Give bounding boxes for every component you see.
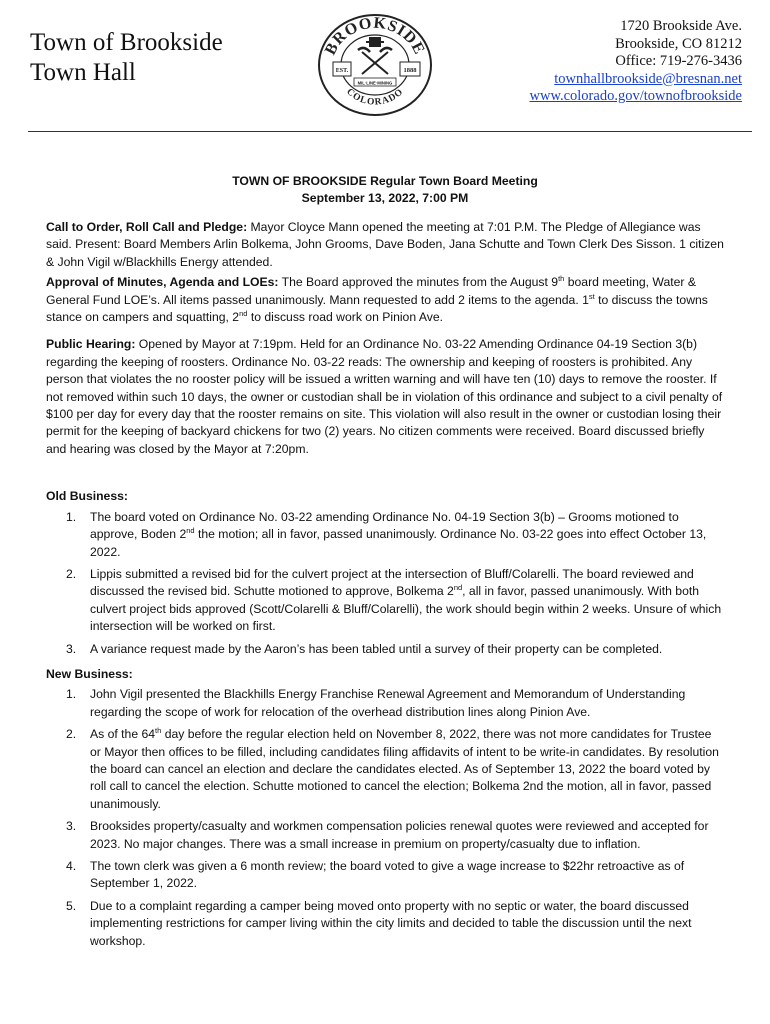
- list-item: [46, 818, 724, 853]
- list-item-number: 3.: [66, 641, 77, 656]
- list-item: [46, 686, 724, 721]
- list-item-number: 1.: [66, 687, 77, 702]
- approval-sup-b: st: [588, 291, 595, 301]
- list-item: [46, 726, 724, 813]
- call-to-order-paragraph: [46, 219, 724, 271]
- address-line2: Brookside, CO 81212: [615, 35, 742, 52]
- list-item: [46, 509, 724, 561]
- approval-sup-c: nd: [239, 308, 248, 318]
- meeting-heading: [46, 173, 724, 207]
- seal-year: 1888: [403, 67, 417, 74]
- seal-banner: MIL·LINE·MINING: [357, 80, 393, 86]
- list-item-sup: th: [155, 726, 162, 736]
- meeting-title: TOWN OF BROOKSIDE Regular Town Board Meeting: [232, 174, 538, 188]
- list-item: [46, 641, 724, 658]
- list-item-number: 4.: [66, 859, 77, 873]
- list-item: [46, 858, 724, 893]
- address-line1: 1720 Brookside Ave.: [620, 18, 742, 34]
- list-item-text: Due to a complaint regarding a camper being moved onto property with no septic or water, the board discussed implementing restrictions for camper living within the city limits and decided to table the discussion until the next workshop.: [90, 898, 692, 948]
- list-item-text: A variance request made by the Aaron’s has been tabled until a survey of their property can be completed.: [90, 641, 663, 656]
- list-item-text: The town clerk was given a 6 month review; the board voted to give a wage increase to $22hr retroactive as of September 1, 2022.: [90, 859, 685, 891]
- town-seal: [314, 12, 436, 118]
- org-name: [30, 28, 223, 88]
- svg-text:COLORADO: [344, 87, 406, 108]
- list-item: [46, 566, 724, 636]
- contact-block: [530, 18, 743, 106]
- old-business-list: [46, 509, 724, 658]
- list-item-text: Brooksides property/casualty and workmen compensation policies renewal quotes were reviewed and accepted for 2023. No major changes. There was a small increase in premium on property/casualty due to inflation.: [90, 819, 709, 851]
- public-hearing-label: Public Hearing:: [46, 337, 136, 352]
- approval-text-d: to discuss road work on Pinion Ave.: [247, 310, 443, 325]
- public-hearing-text: Opened by Mayor at 7:19pm. Held for an Ordinance No. 03-22 Amending Ordinance 04-19 Section 3(b) regarding the keeping of roosters. Ordinance No. 03-22 reads: The ownership and keeping of roosters is prohibited. Any person that violates the no rooster policy will be issued a written warning and will have ten (10) days to remove the rooster. If not removed within such 10 days, the owner or custodian shall be in violation of this ordinance and subject to a civil penalty of $100 per day for every day that the rooster remains on site. This violation will also result in the owner or custodian losing their permit for the keeping of backyard chickens for two (2) years. No citizen comments were received. Board discussed briefly and hearing was closed by the Mayor at 7:20pm.: [46, 337, 723, 456]
- minutes-body: [46, 173, 724, 955]
- org-name-line2: Town Hall: [30, 59, 136, 86]
- list-item: [46, 898, 724, 950]
- seal-est: EST.: [335, 68, 349, 74]
- list-item-text: The board voted on Ordinance No. 03-22 amending Ordinance No. 04-19 Section 3(b) – Grooms motioned to approve, Boden 2: [90, 509, 679, 542]
- seal-bottom-text: COLORADO: [344, 86, 406, 108]
- email-link[interactable]: townhallbrookside@bresnan.net: [554, 70, 742, 87]
- list-item-text: John Vigil presented the Blackhills Energy Franchise Renewal Agreement and Memorandum of Understanding regarding the scope of work for relocation of the overhead distribution lines along Pinion Ave.: [90, 687, 686, 719]
- header-divider: [28, 131, 752, 132]
- approval-text-b: board meeting, Water & General Fund LOE’s. All items passed unanimously. Mann requested to add 2 items to the agenda. 1: [46, 275, 696, 307]
- org-name-line1: Town of Brookside: [30, 29, 223, 56]
- call-to-order-label: Call to Order, Roll Call and Pledge:: [46, 220, 248, 234]
- call-to-order-text: Mayor Cloyce Mann opened the meeting at 7:01 P.M. The Pledge of Allegiance was said. Present: Board Members Arlin Bolkema, John Grooms, Dave Boden, Jana Schutte and Town Clerk Des Sisson. 1 citizen & John Vigil w/Blackhills Energy attended.: [46, 220, 724, 269]
- new-business-list: [46, 686, 724, 950]
- list-item-number: 5.: [66, 898, 77, 913]
- list-item-sup: nd: [453, 583, 463, 593]
- approval-sup-a: th: [558, 274, 565, 284]
- meeting-date: September 13, 2022, 7:00 PM: [301, 191, 469, 205]
- svg-text:BROOKSIDE: [322, 15, 428, 58]
- public-hearing-paragraph: [46, 336, 724, 458]
- list-item-text-cont: day before the regular election held on November 8, 2022, there was not more candidates for Trustee or Mayor then offices to be filled, including candidates filing affidavits of intent to be write-in candidates. By resolution the board can cancel an election and declare the candidates elected. As of September 13, 2022 the board voted by roll call to cancel the election. Schutte motioned to cancel the election; Bolkema 2nd the motion, all in favor, passed unanimously.: [90, 727, 719, 811]
- list-item-number: 1.: [66, 509, 77, 524]
- website-link[interactable]: www.colorado.gov/townofbrookside: [529, 88, 742, 104]
- list-item-text: Lippis submitted a revised bid for the culvert project at the intersection of Bluff/Colarelli. The board reviewed and discussed the revised bid. Schutte motioned to approve, Bolkema 2: [90, 566, 694, 599]
- list-item-text-cont: the motion; all in favor, passed unanimously. Ordinance No. 03-22 goes into effect October 13, 2022.: [90, 527, 707, 559]
- list-item-number: 3.: [66, 819, 77, 834]
- approval-text-c: to discuss the towns stance on campers and squatting, 2: [46, 292, 708, 325]
- list-item-text-cont: , all in favor, passed unanimously. With both culvert project bids approved (Scott/Colarelli & Bluff/Colarelli), the work should begin within 2 weeks. Unsure of which intersection will be worked on first.: [90, 584, 722, 634]
- list-item-text: As of the 64: [90, 727, 156, 742]
- list-item-sup: nd: [186, 526, 195, 536]
- list-item-number: 2.: [66, 727, 77, 742]
- approval-label: Approval of Minutes, Agenda and LOEs:: [46, 275, 279, 290]
- old-business-title: Old Business:: [46, 489, 128, 504]
- seal-top-text: BROOKSIDE: [321, 14, 429, 58]
- mining-tools-icon: [358, 38, 392, 74]
- approval-paragraph: [46, 274, 724, 326]
- list-item-number: 2.: [66, 566, 77, 581]
- approval-text-a: The Board approved the minutes from the August 9: [278, 275, 559, 290]
- office-phone: Office: 719-276-3436: [615, 53, 742, 69]
- new-business-title: New Business:: [46, 666, 133, 681]
